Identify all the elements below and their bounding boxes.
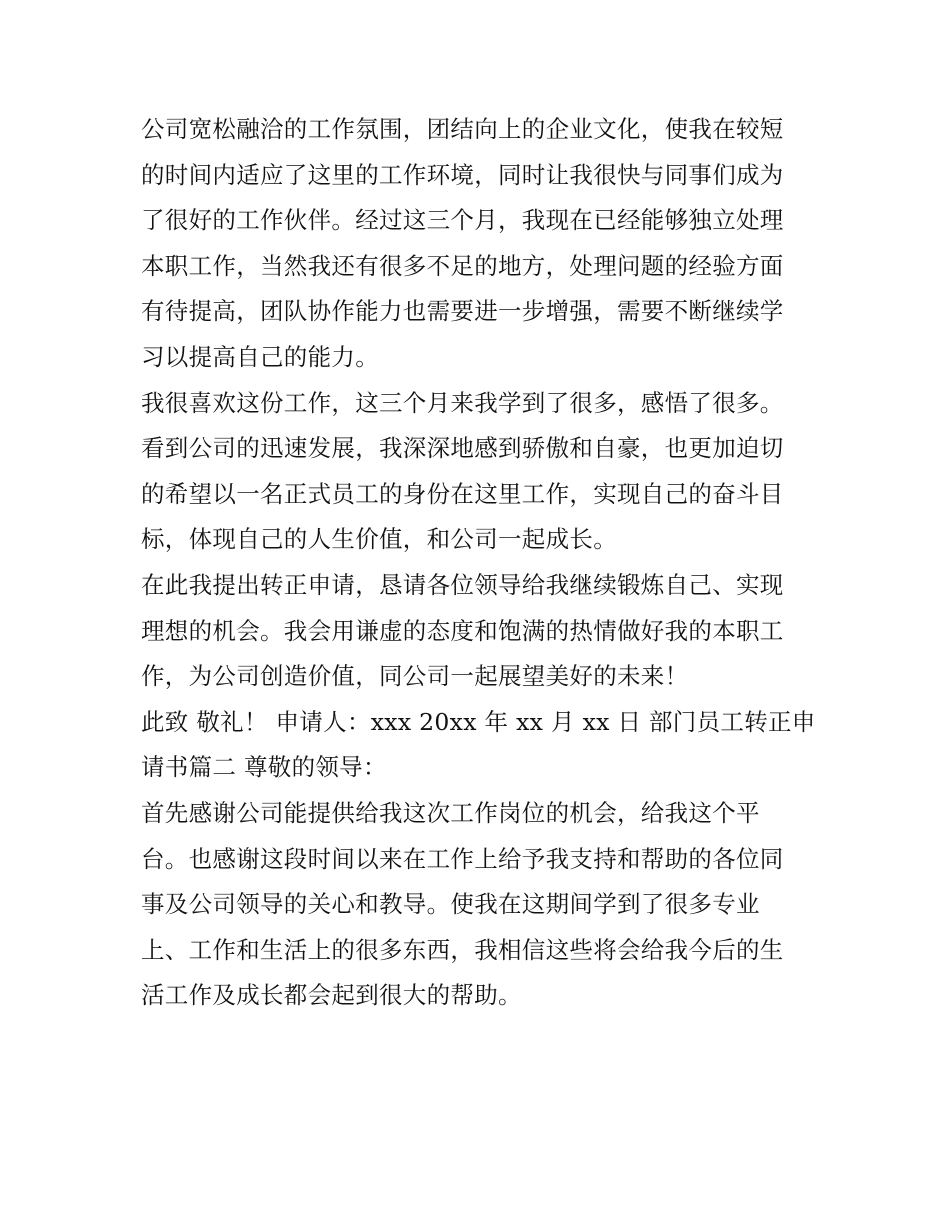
text-line: 我很喜欢这份工作，这三个月来我学到了很多，感悟了很多。 xyxy=(141,388,784,417)
text-line: 活工作及成长都会起到很大的帮助。 xyxy=(141,981,522,1010)
text-line: 在此我提出转正申请，恳请各位领导给我继续锻炼自己、实现 xyxy=(141,570,784,599)
paragraph-work-atmosphere xyxy=(141,107,813,381)
text-line: 此致 敬礼！ 申请人：xxx 20xx 年 xx 月 xx 日 部门员工转正申 xyxy=(141,707,816,736)
paragraph-closing-and-heading xyxy=(141,700,816,791)
text-line: 台。也感谢这段时间以来在工作上给予我支持和帮助的各位同 xyxy=(141,844,784,873)
text-line: 上、工作和生活上的很多东西，我相信这些将会给我今后的生 xyxy=(141,935,784,964)
text-line: 事及公司领导的关心和教导。使我在这期间学到了很多专业 xyxy=(141,890,760,919)
text-line: 标，体现自己的人生价值，和公司一起成长。 xyxy=(141,525,617,554)
text-line: 有待提高，团队协作能力也需要进一步增强，需要不断继续学 xyxy=(141,297,784,326)
text-line: 了很好的工作伙伴。经过这三个月，我现在已经能够独立处理 xyxy=(141,206,784,235)
text-line: 作，为公司创造价值，同公司一起展望美好的未来！ xyxy=(141,662,689,691)
text-line: 公司宽松融洽的工作氛围，团结向上的企业文化，使我在较短 xyxy=(141,115,784,143)
text-line: 请书篇二 尊敬的领导： xyxy=(141,753,387,782)
paragraph-application-request xyxy=(141,563,813,700)
text-line: 习以提高自己的能力。 xyxy=(141,342,379,371)
paragraph-thanks xyxy=(141,791,813,1019)
text-line: 的时间内适应了这里的工作环境，同时让我很快与同事们成为 xyxy=(141,160,784,189)
text-line: 理想的机会。我会用谦虚的态度和饱满的热情做好我的本职工 xyxy=(141,616,784,645)
text-line: 本职工作，当然我还有很多不足的地方，处理问题的经验方面 xyxy=(141,251,784,280)
paragraph-enjoy-work xyxy=(141,381,813,563)
text-line: 首先感谢公司能提供给我这次工作岗位的机会，给我这个平 xyxy=(141,798,760,827)
document-body xyxy=(141,107,816,1019)
text-line: 的希望以一名正式员工的身份在这里工作，实现自己的奋斗目 xyxy=(141,479,784,508)
text-line: 看到公司的迅速发展，我深深地感到骄傲和自豪，也更加迫切 xyxy=(141,434,784,463)
